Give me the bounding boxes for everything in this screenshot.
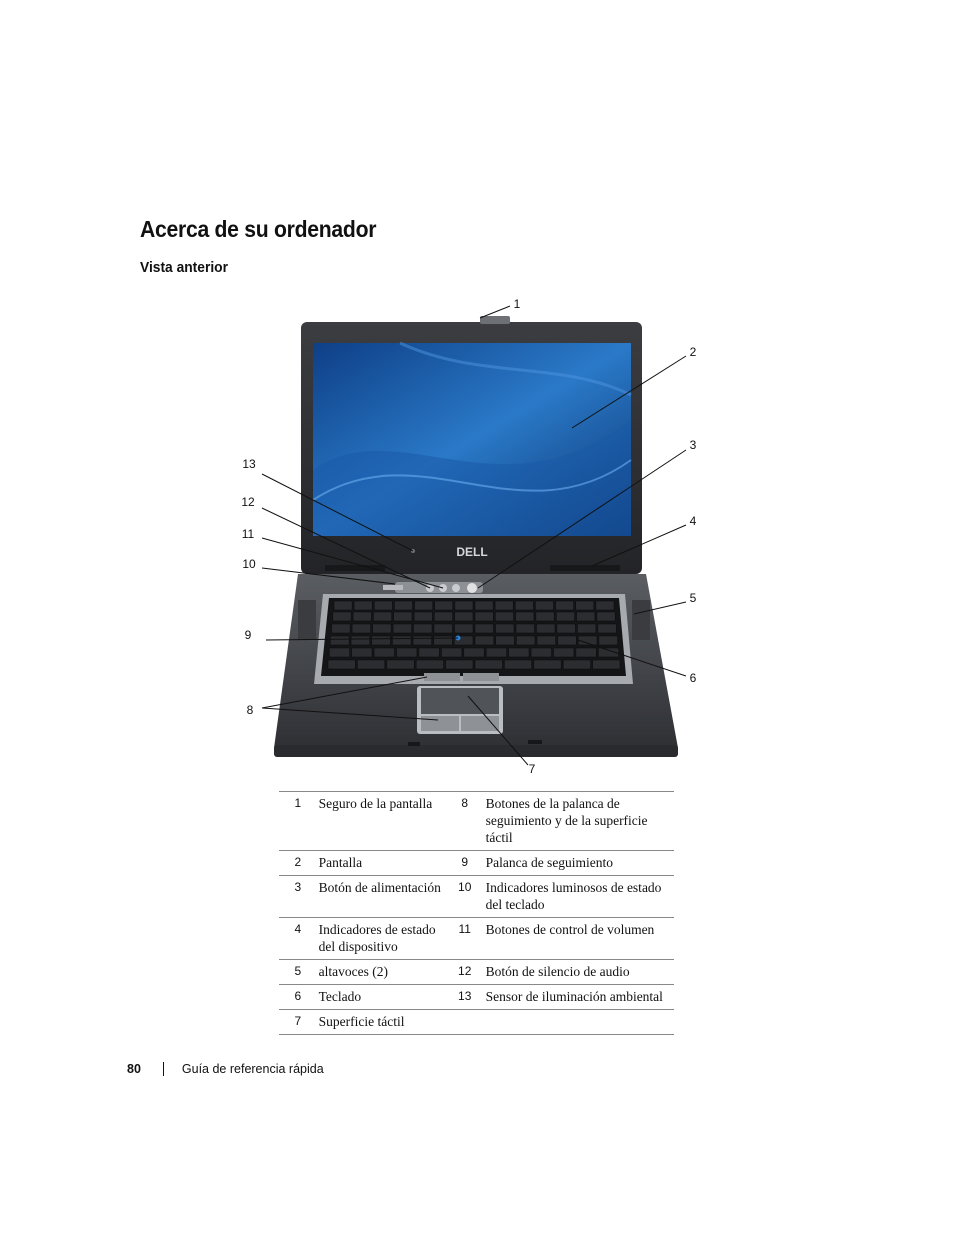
keyboard-key [536, 612, 554, 621]
keyboard-key [516, 612, 534, 621]
legend-row [279, 985, 674, 1010]
dell-logo: DELL [456, 545, 488, 559]
legend-table [279, 791, 674, 1035]
keyboard-key [351, 636, 370, 645]
legend-label: Pantalla [317, 851, 446, 876]
legend-number: 13 [446, 985, 484, 1010]
legend-label [484, 1010, 674, 1035]
keyboard-key [374, 601, 392, 610]
keyboard-key [516, 624, 535, 633]
keyboard-key [495, 612, 513, 621]
legend-row [279, 851, 674, 876]
callout-8: 8 [246, 703, 254, 717]
keyboard-key [593, 660, 620, 669]
legend-number: 12 [446, 960, 484, 985]
keyboard-key [577, 624, 596, 633]
keyboard-key [394, 612, 412, 621]
callout-3: 3 [689, 438, 697, 452]
keyboard-key [556, 612, 574, 621]
legend-row [279, 792, 674, 851]
legend-label: Botón de alimentación [317, 876, 446, 918]
keyboard-key [475, 636, 494, 645]
legend-label: Seguro de la pantalla [317, 792, 446, 851]
keyboard-key [537, 624, 556, 633]
legend-label: Teclado [317, 985, 446, 1010]
keyboard-key [413, 636, 432, 645]
callout-6: 6 [689, 671, 697, 685]
legend-row [279, 1010, 674, 1035]
keyboard-key [334, 601, 352, 610]
keyboard-key [357, 660, 384, 669]
legend-label: Superficie táctil [317, 1010, 446, 1035]
keyboard-key [455, 601, 473, 610]
keyboard-key [353, 612, 371, 621]
legend-number: 4 [279, 918, 317, 960]
keyboard-key [434, 624, 453, 633]
keyboard-key [576, 601, 594, 610]
legend-number: 8 [446, 792, 484, 851]
legend-number: 1 [279, 792, 317, 851]
callout-13: 13 [242, 457, 256, 471]
laptop-lid [301, 316, 642, 574]
legend-number [446, 1010, 484, 1035]
page-number: 80 [127, 1062, 141, 1076]
legend-row [279, 918, 674, 960]
callout-11: 11 [241, 527, 255, 541]
keyboard-key [486, 648, 506, 657]
keyboard-key [441, 648, 461, 657]
device-status-lights [550, 565, 620, 571]
display-latch [480, 316, 510, 324]
keyboard-key [464, 648, 484, 657]
keyboard-key [352, 648, 372, 657]
keyboard-key [455, 624, 474, 633]
volume-up-button [452, 584, 460, 592]
keyboard-key [414, 624, 433, 633]
keyboard-key [475, 660, 502, 669]
keyboard-key [563, 660, 590, 669]
callout-9: 9 [244, 628, 252, 642]
legend-label: Indicadores de estado del dispositivo [317, 918, 446, 960]
keyboard-key [419, 648, 439, 657]
keyboard-key [531, 648, 551, 657]
legend-number: 9 [446, 851, 484, 876]
keyboard-key [435, 601, 453, 610]
keyboard-key [373, 612, 391, 621]
keyboard-key [455, 612, 473, 621]
callout-2: 2 [689, 345, 697, 359]
callout-7: 7 [528, 762, 536, 776]
keyboard-key [534, 660, 561, 669]
keyboard-key [392, 636, 411, 645]
keyboard-key [394, 601, 412, 610]
speaker-grille [632, 600, 650, 640]
keyboard-key [475, 624, 494, 633]
laptop-base [274, 574, 678, 757]
legend-number: 7 [279, 1010, 317, 1035]
keyboard-key [515, 601, 533, 610]
keyboard-key [416, 660, 443, 669]
keyboard-key [554, 648, 574, 657]
keyboard-status-lights [383, 585, 403, 590]
legend-number: 11 [446, 918, 484, 960]
legend-row [279, 960, 674, 985]
track-stick-left-button [424, 673, 460, 681]
touch-pad-right-button [461, 716, 499, 731]
keyboard-key [393, 624, 412, 633]
legend-number: 2 [279, 851, 317, 876]
legend-label: Palanca de seguimiento [484, 851, 674, 876]
section-title: Vista anterior [140, 259, 228, 276]
callout-4: 4 [689, 514, 697, 528]
keyboard-key [374, 648, 394, 657]
legend-label: altavoces (2) [317, 960, 446, 985]
keyboard-key [332, 624, 351, 633]
legend-number: 3 [279, 876, 317, 918]
keyboard-key [328, 660, 355, 669]
legend-row [279, 876, 674, 918]
keyboard-key [577, 612, 595, 621]
keyboard-key [599, 636, 618, 645]
footer-separator [163, 1062, 164, 1076]
keyboard-key [597, 612, 615, 621]
callout-1: 1 [513, 297, 521, 311]
keyboard-key [556, 601, 574, 610]
legend-label: Botones de control de volumen [484, 918, 674, 960]
keyboard-key [354, 601, 372, 610]
keyboard-key [509, 648, 529, 657]
track-stick-right-button [463, 673, 499, 681]
keyboard-key [475, 601, 493, 610]
keyboard-key [373, 624, 392, 633]
legend-number: 10 [446, 876, 484, 918]
keyboard-key [475, 612, 493, 621]
keyboard-key [414, 612, 432, 621]
callout-10: 10 [242, 557, 256, 571]
keyboard-key [596, 601, 614, 610]
keyboard-key [330, 636, 349, 645]
keyboard-key [537, 636, 556, 645]
page-title: Acerca de su ordenador [140, 216, 377, 242]
legend-label: Indicadores luminosos de estado del teclado [484, 876, 674, 918]
keyboard-key [495, 601, 513, 610]
keyboard-key [329, 648, 349, 657]
keyboard-key [434, 636, 453, 645]
keyboard-key [598, 624, 617, 633]
keyboard-key [415, 601, 433, 610]
keyboard-key [372, 636, 391, 645]
legend-label: Botones de la palanca de seguimiento y de la superficie táctil [484, 792, 674, 851]
legend-number: 6 [279, 985, 317, 1010]
keyboard-key [496, 624, 515, 633]
keyboard-key [496, 636, 515, 645]
touch-pad-left-button [421, 716, 459, 731]
keyboard-key [446, 660, 473, 669]
footer-title: Guía de referencia rápida [181, 1062, 324, 1076]
callout-5: 5 [689, 591, 697, 605]
page-footer [127, 1062, 324, 1076]
keyboard-key [557, 624, 576, 633]
keyboard-key [352, 624, 371, 633]
keyboard-key [576, 648, 596, 657]
keyboard-key [558, 636, 577, 645]
callout-12: 12 [241, 495, 255, 509]
legend-number: 5 [279, 960, 317, 985]
touch-pad [421, 688, 499, 714]
keyboard-key [504, 660, 531, 669]
power-button [467, 583, 477, 593]
keyboard-key [387, 660, 414, 669]
laptop-front-view-figure [230, 292, 710, 782]
keyboard-key [434, 612, 452, 621]
keyboard-key [516, 636, 535, 645]
keyboard-key [333, 612, 351, 621]
keyboard-key [397, 648, 417, 657]
legend-label: Botón de silencio de audio [484, 960, 674, 985]
legend-label: Sensor de iluminación ambiental [484, 985, 674, 1010]
keyboard-key [535, 601, 553, 610]
